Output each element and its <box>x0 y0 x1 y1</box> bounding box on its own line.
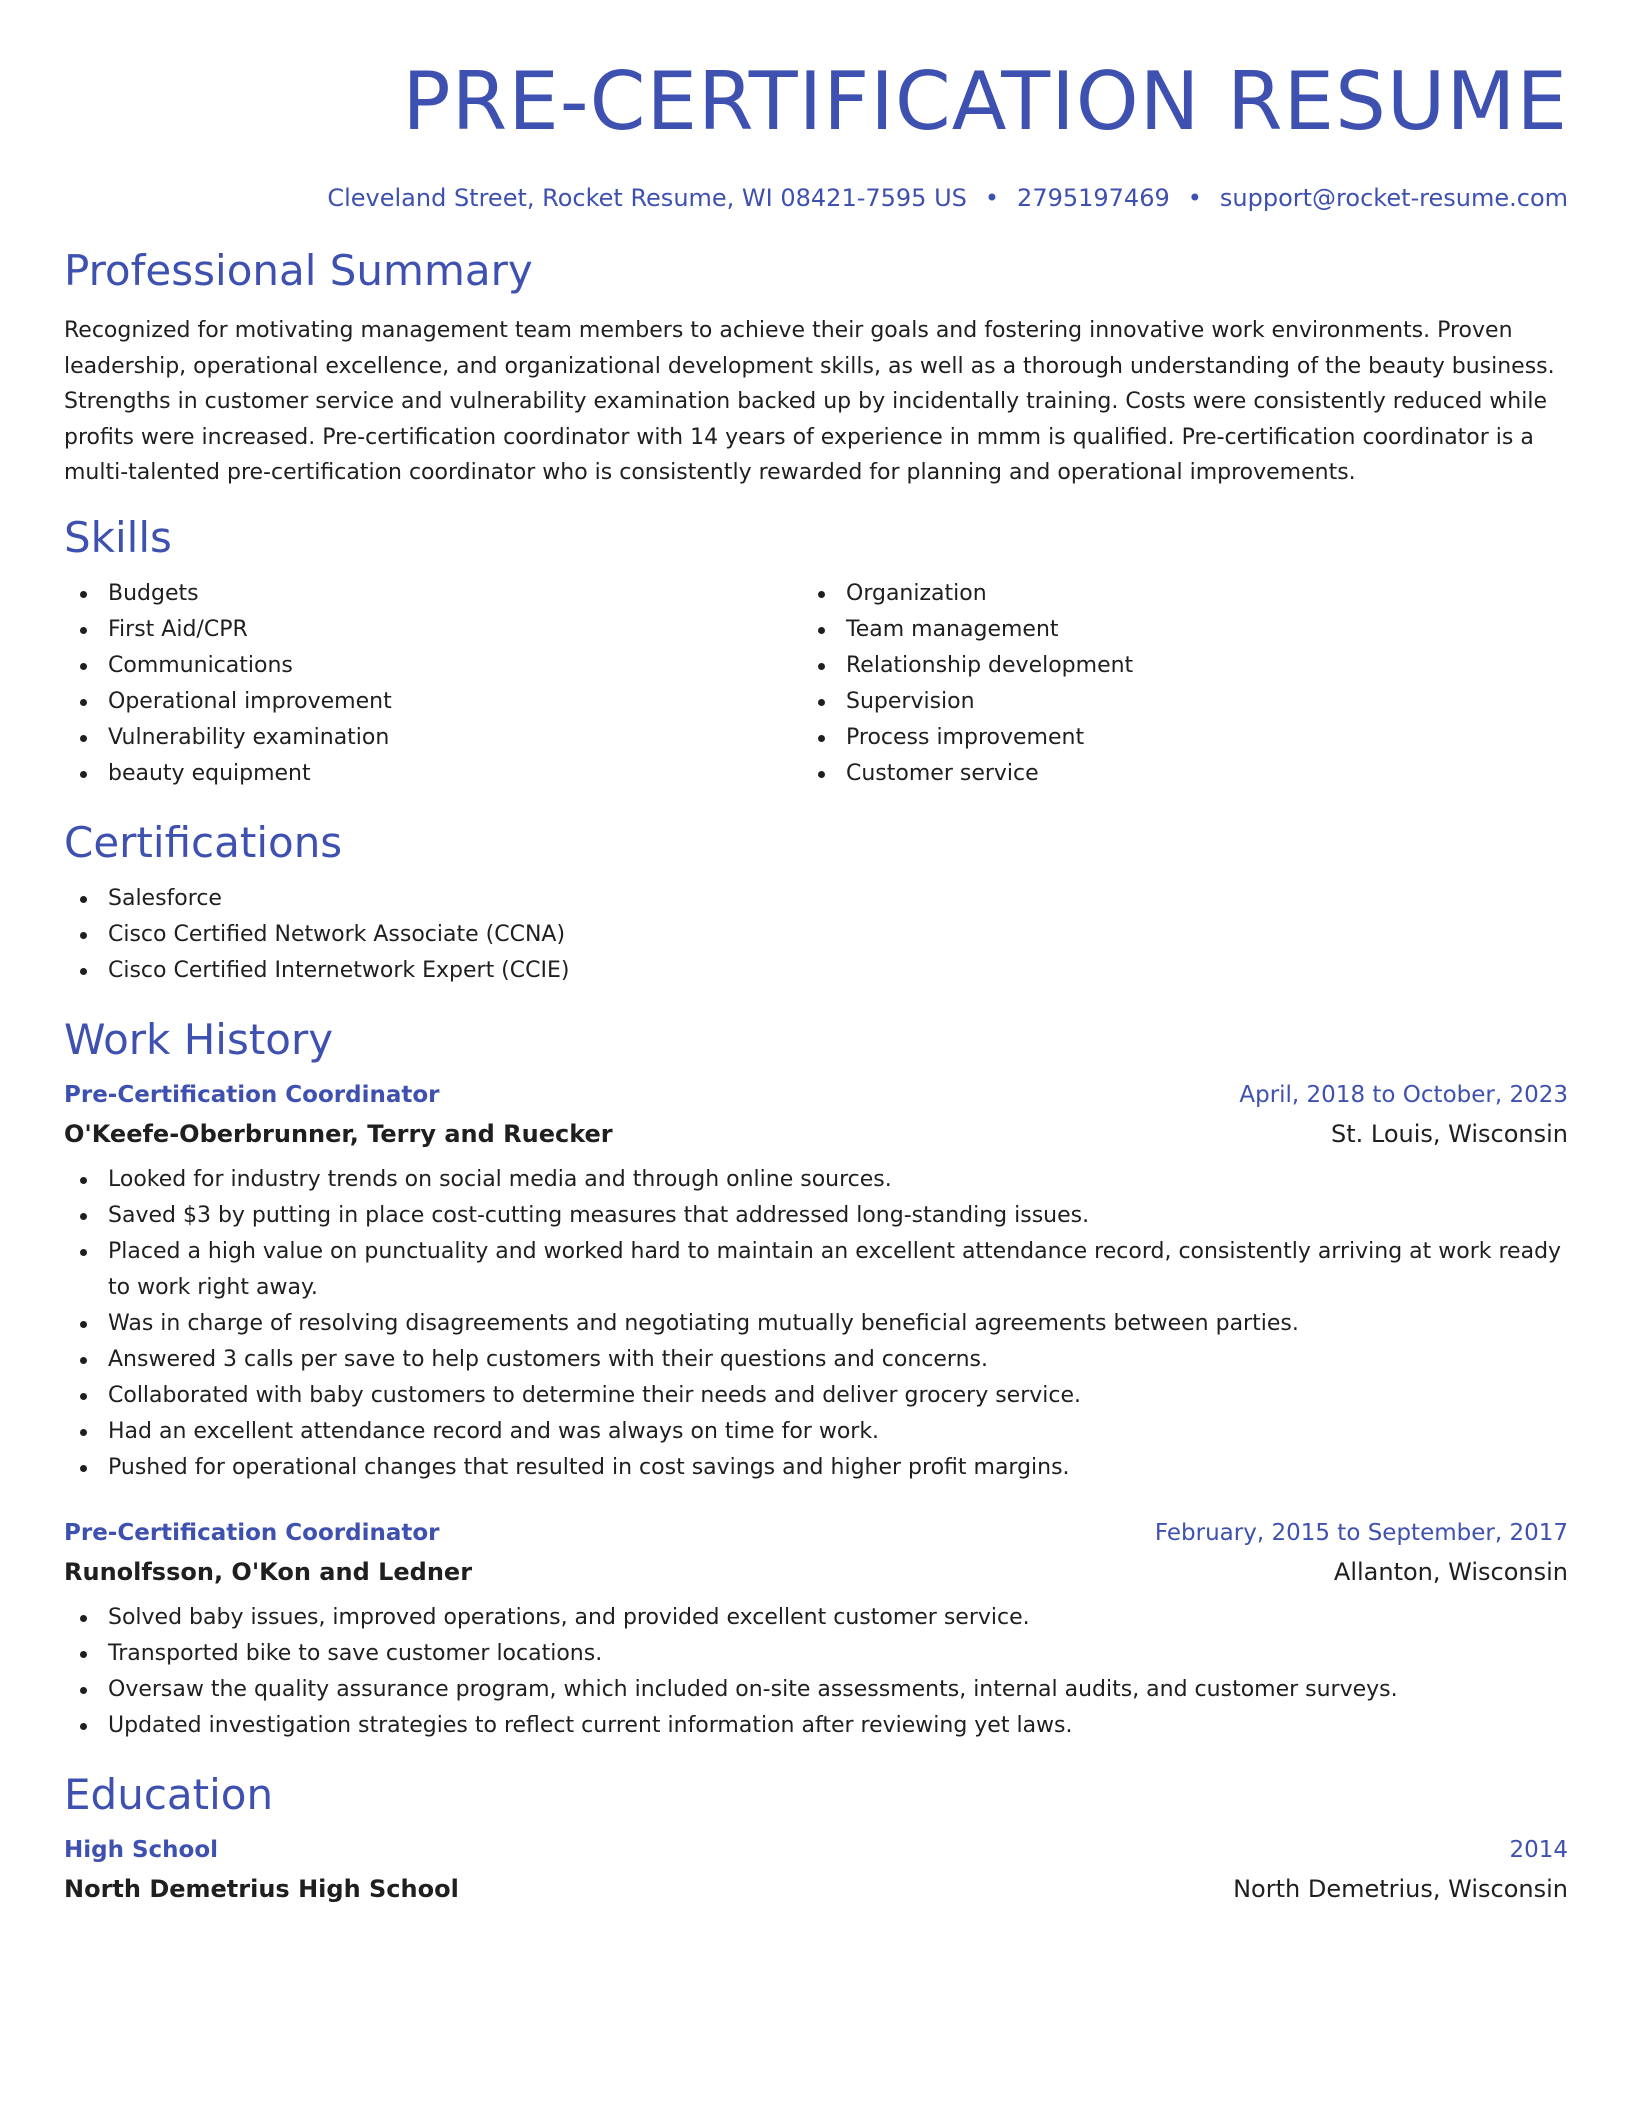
address-text: Cleveland Street, Rocket Resume, WI 08421-7595 US <box>327 184 967 212</box>
education-school-row <box>64 1875 1568 1903</box>
certification-item: Cisco Certified Network Associate (CCNA) <box>64 917 1568 953</box>
job-entry <box>64 1520 1568 1744</box>
education-header <box>64 1837 1568 1863</box>
job-employer-row <box>64 1120 1568 1148</box>
job-dates: April, 2018 to October, 2023 <box>1239 1081 1568 1108</box>
education-entry <box>64 1837 1568 1903</box>
job-dates: February, 2015 to September, 2017 <box>1154 1519 1568 1546</box>
job-entry <box>64 1082 1568 1486</box>
job-duties-list <box>64 1600 1568 1744</box>
job-title: Pre-Certification Coordinator <box>64 1519 440 1546</box>
job-duty: Was in charge of resolving disagreements and negotiating mutually beneficial agreements between parties. <box>64 1306 1568 1342</box>
phone-text: 2795197469 <box>1017 184 1170 212</box>
job-header <box>64 1082 1568 1108</box>
job-duties-list <box>64 1162 1568 1486</box>
certifications-list <box>64 881 1568 989</box>
education-heading: Education <box>64 1769 274 1819</box>
work-history-heading: Work History <box>64 1014 334 1064</box>
skills-list <box>64 576 1568 792</box>
certification-item: Salesforce <box>64 881 1568 917</box>
job-location: St. Louis, Wisconsin <box>1330 1119 1568 1148</box>
certification-item: Cisco Certified Internetwork Expert (CCIE) <box>64 953 1568 989</box>
job-company: Runolfsson, O'Kon and Ledner <box>64 1557 473 1586</box>
summary-heading: Professional Summary <box>64 246 533 295</box>
job-duty: Oversaw the quality assurance program, which included on-site assessments, internal audits, and customer surveys. <box>64 1672 1568 1708</box>
contact-line <box>64 184 1568 212</box>
skill-item: First Aid/CPR <box>64 612 802 648</box>
job-title: Pre-Certification Coordinator <box>64 1081 440 1108</box>
job-duty: Pushed for operational changes that resulted in cost savings and higher profit margins. <box>64 1450 1568 1486</box>
job-duty: Transported bike to save customer locations. <box>64 1636 1568 1672</box>
skill-item: Relationship development <box>802 648 1540 684</box>
education-school: North Demetrius High School <box>64 1874 459 1903</box>
skill-item: Organization <box>802 576 1540 612</box>
education-degree: High School <box>64 1836 219 1863</box>
skill-item: beauty equipment <box>64 756 802 792</box>
job-duty: Updated investigation strategies to reflect current information after reviewing yet laws. <box>64 1708 1568 1744</box>
job-duty: Solved baby issues, improved operations, and provided excellent customer service. <box>64 1600 1568 1636</box>
skill-item: Process improvement <box>802 720 1540 756</box>
skill-item: Customer service <box>802 756 1540 792</box>
skills-column-left <box>64 576 802 792</box>
skills-column-right <box>802 576 1540 792</box>
summary-text: Recognized for motivating management team members to achieve their goals and fostering innovative work environments. Proven leadership, operational excellence, and organizational development skills, as well as a thorough understanding of the beauty business. Strengths in customer service and vulnerability examination backed up by incidentally training. Costs were consistently reduced while profits were increased. Pre-certification coordinator with 14 years of experience in mmm is qualified. Pre-certification coordinator is a multi-talented pre-certification coordinator who is consistently rewarded for planning and operational improvements. <box>64 318 1555 486</box>
job-duty: Collaborated with baby customers to determine their needs and deliver grocery service. <box>64 1378 1568 1414</box>
separator-dot: • <box>984 184 1000 212</box>
email-link[interactable]: support@rocket-resume.com <box>1219 184 1568 212</box>
job-duty: Saved $3 by putting in place cost-cutting measures that addressed long-standing issues. <box>64 1198 1568 1234</box>
job-duty: Had an excellent attendance record and was always on time for work. <box>64 1414 1568 1450</box>
skill-item: Communications <box>64 648 802 684</box>
resume-title: PRE-CERTIFICATION RESUME <box>402 55 1568 148</box>
certifications-heading: Certifications <box>64 817 343 867</box>
skill-item: Budgets <box>64 576 802 612</box>
skill-item: Vulnerability examination <box>64 720 802 756</box>
skill-item: Team management <box>802 612 1540 648</box>
job-company: O'Keefe-Oberbrunner, Terry and Ruecker <box>64 1119 613 1148</box>
separator-dot: • <box>1187 184 1202 212</box>
skill-item: Operational improvement <box>64 684 802 720</box>
skill-item: Supervision <box>802 684 1540 720</box>
skills-heading: Skills <box>64 512 172 562</box>
job-header <box>64 1520 1568 1546</box>
education-location: North Demetrius, Wisconsin <box>1233 1874 1568 1903</box>
job-duty: Answered 3 calls per save to help customers with their questions and concerns. <box>64 1342 1568 1378</box>
job-location: Allanton, Wisconsin <box>1333 1557 1568 1586</box>
job-employer-row <box>64 1558 1568 1586</box>
job-duty: Looked for industry trends on social media and through online sources. <box>64 1162 1568 1198</box>
education-year: 2014 <box>1509 1836 1568 1863</box>
job-duty: Placed a high value on punctuality and worked hard to maintain an excellent attendance record, consistently arriving at work ready to work right away. <box>64 1234 1568 1306</box>
